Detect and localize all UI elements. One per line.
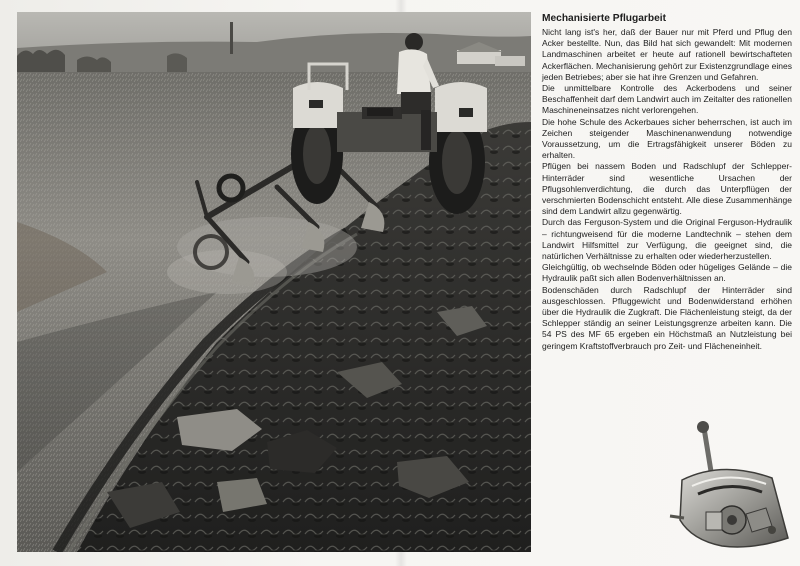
article-paragraph: Durch das Ferguson-System und die Original Ferguson-Hydraulik – richtungweisend für die moderne Landtechnik – stehen dem Landwirt Hilfsmittel zur Verfügung, die geeignet sind, die natürlichen Verhältnisse zu erhalten oder wiederherzustellen. (542, 217, 792, 262)
article-paragraph: Nicht lang ist's her, daß der Bauer nur mit Pferd und Pflug den Acker bestellte. Nun, das Bild hat sich gewandelt: Mit modernen Landmaschinen arbeitet er heute auf rationell bewirtschafteten Ackerflächen. Mechanisierung gehört zur Existenzgrundlage eines jeden Betriebes; aber sie hat ihre Grenzen und Gefahren. (542, 27, 792, 82)
article-column (542, 12, 792, 352)
hydraulic-control-illustration (662, 420, 794, 556)
tractor-plowing-photo (17, 12, 531, 552)
article-heading: Mechanisierte Pflugarbeit (542, 13, 666, 24)
article-paragraph: Die unmittelbare Kontrolle des Ackerbodens und seiner Beschaffenheit darf dem Landwirt auch im Zeitalter des rationellen Maschineneinsatzes nicht verlorengehen. (542, 83, 792, 116)
article-paragraph: Gleichgültig, ob wechselnde Böden oder hügeliges Gelände – die Hydraulik paßt sich allen Bodenverhältnissen an. (542, 262, 792, 284)
article-paragraph: Pflügen bei nassem Boden und Radschlupf der Schlepper-Hinterräder sind wesentliche Ursachen der Pflugsohlenverdichtung, die durch das Unterpflügen der verschmierten Bodenschicht entsteht. Alle diese Zusammenhänge sind dem Landwirt allzu gegenwärtig. (542, 161, 792, 217)
article-paragraph: Die hohe Schule des Ackerbaues sicher beherrschen, ist auch im Zeichen steigender Maschinenanwendung notwendige Voraussetzung, um die Ertragsfähigkeit unserer Böden zu erhalten. (542, 116, 792, 161)
article-paragraph: Bodenschäden durch Radschlupf der Hinterräder sind ausgeschlossen. Pfluggewicht und Bodenwiderstand erhöhen über die Hydraulik die Zugkraft. Die Flächenleistung steigt, da der Schlepper ständig an seiner Leistungsgrenze arbeiten kann. Die 54 PS des MF 65 ergeben ein Höchstmaß an Nutzleistung bei geringem Kraftstoffverbrauch pro Zeit- und Flächeneinheit. (542, 284, 792, 351)
